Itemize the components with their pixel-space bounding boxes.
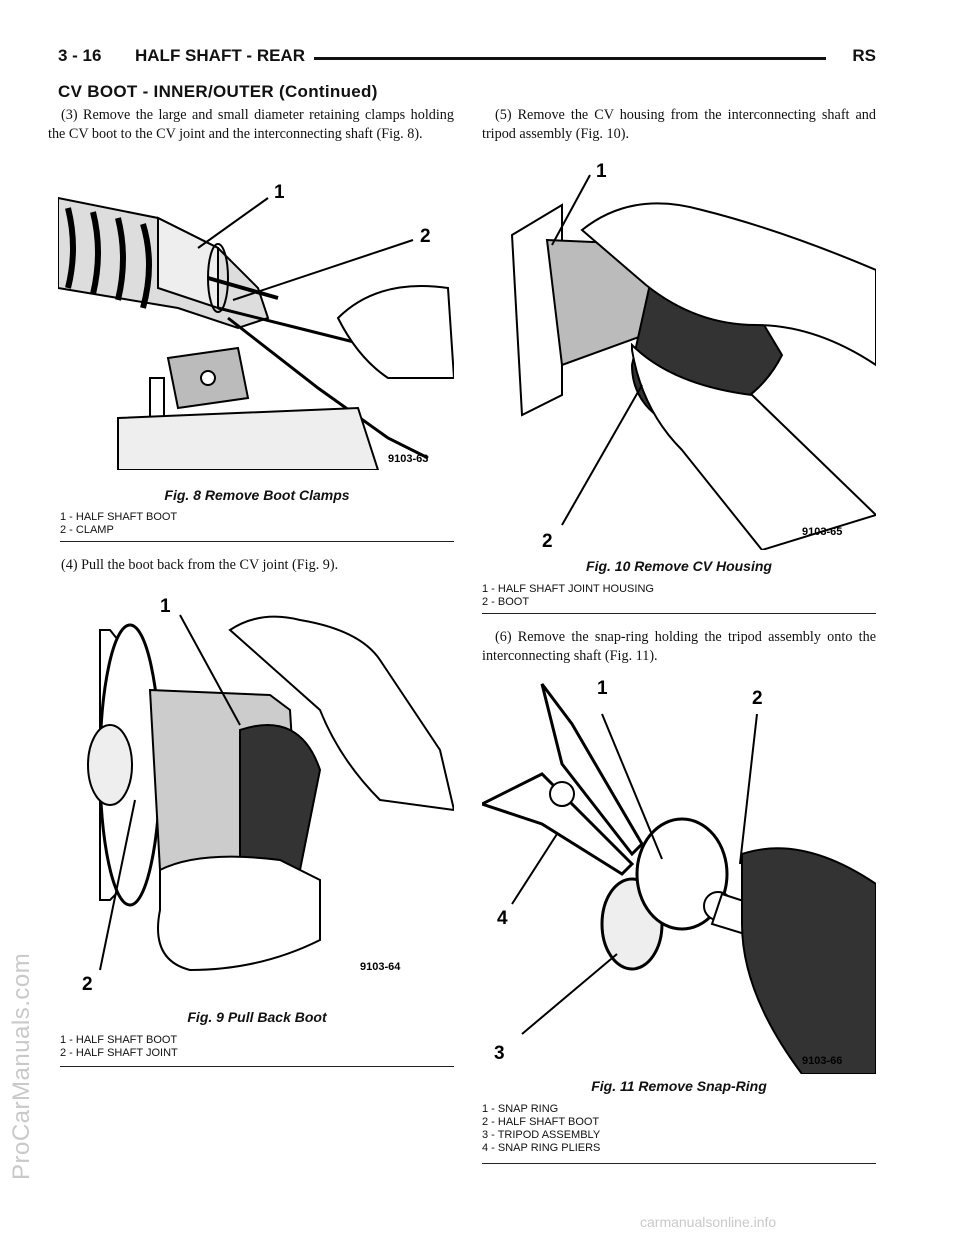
fig-11-rule [482,1163,876,1164]
fig-9-legend-item-2: 2 - HALF SHAFT JOINT [60,1047,178,1059]
step-3-text: (3) Remove the large and small diameter retaining clamps holding the CV boot to the CV joint and the interconnecting shaft (Fig. 8). [48,107,454,142]
fig-11-title: Fig. 11 Remove Snap-Ring [591,1078,767,1094]
sub-heading: CV BOOT - INNER/OUTER (Continued) [58,82,378,101]
step-4-text: (4) Pull the boot back from the CV joint (Fig. 9). [61,557,339,573]
fig-9-code: 9103-64 [360,961,401,973]
fig-9-title: Fig. 9 Pull Back Boot [187,1009,327,1025]
fig-10-callout-1: 1 [596,161,607,182]
fig-9-rule [60,1066,454,1067]
page-number: 3 - 16 [58,46,102,65]
footer-watermark: carmanualsonline.info [640,1214,777,1230]
fig-9-legend [60,1034,178,1060]
side-watermark: ProCarManuals.com [8,952,35,1180]
fig-9-illustration [60,580,454,1000]
step-5-text: (5) Remove the CV housing from the interconnecting shaft and tripod assembly (Fig. 10). [482,107,876,142]
fig-9-callout-2: 2 [82,974,93,995]
fig-10-title: Fig. 10 Remove CV Housing [586,558,772,574]
fig-9-legend-item-1: 1 - HALF SHAFT BOOT [60,1034,178,1046]
fig-8-rule [60,541,454,542]
fig-11-callout-3: 3 [494,1043,505,1064]
brand-code: RS [852,46,876,65]
fig-11-legend [482,1103,600,1155]
fig-8-legend [60,511,177,537]
fig-11-callout-2: 2 [752,688,763,709]
fig-10-illustration [482,155,876,550]
step-6-text: (6) Remove the snap-ring holding the tripod assembly onto the interconnecting shaft (Fig. 11). [482,629,876,664]
header-rule [314,57,826,60]
fig-11-callout-1: 1 [597,678,608,699]
fig-11-legend-item-3: 3 - TRIPOD ASSEMBLY [482,1129,601,1141]
fig-8-legend-item-2: 2 - CLAMP [60,524,114,536]
fig-10-legend [482,583,654,609]
fig-9-callout-1: 1 [160,596,171,617]
fig-10-rule [482,613,876,614]
fig-10-code: 9103-65 [802,526,843,538]
fig-8-code: 9103-63 [388,453,429,465]
fig-8-callout-2: 2 [420,226,431,247]
fig-11-code: 9103-66 [802,1055,843,1067]
fig-8-title: Fig. 8 Remove Boot Clamps [164,487,350,503]
fig-11-illustration [482,674,876,1074]
fig-8-callout-1: 1 [274,182,285,203]
fig-8-legend-item-1: 1 - HALF SHAFT BOOT [60,511,178,523]
fig-8-illustration [58,178,454,470]
fig-10-callout-2: 2 [542,531,553,550]
section-title: HALF SHAFT - REAR [135,46,305,65]
fig-11-legend-item-1: 1 - SNAP RING [482,1103,559,1115]
page-header [58,46,876,76]
fig-10-legend-item-2: 2 - BOOT [482,596,530,608]
fig-11-callout-4: 4 [497,908,508,929]
fig-11-legend-item-4: 4 - SNAP RING PLIERS [482,1142,601,1154]
fig-10-legend-item-1: 1 - HALF SHAFT JOINT HOUSING [482,583,654,595]
fig-11-legend-item-2: 2 - HALF SHAFT BOOT [482,1116,600,1128]
